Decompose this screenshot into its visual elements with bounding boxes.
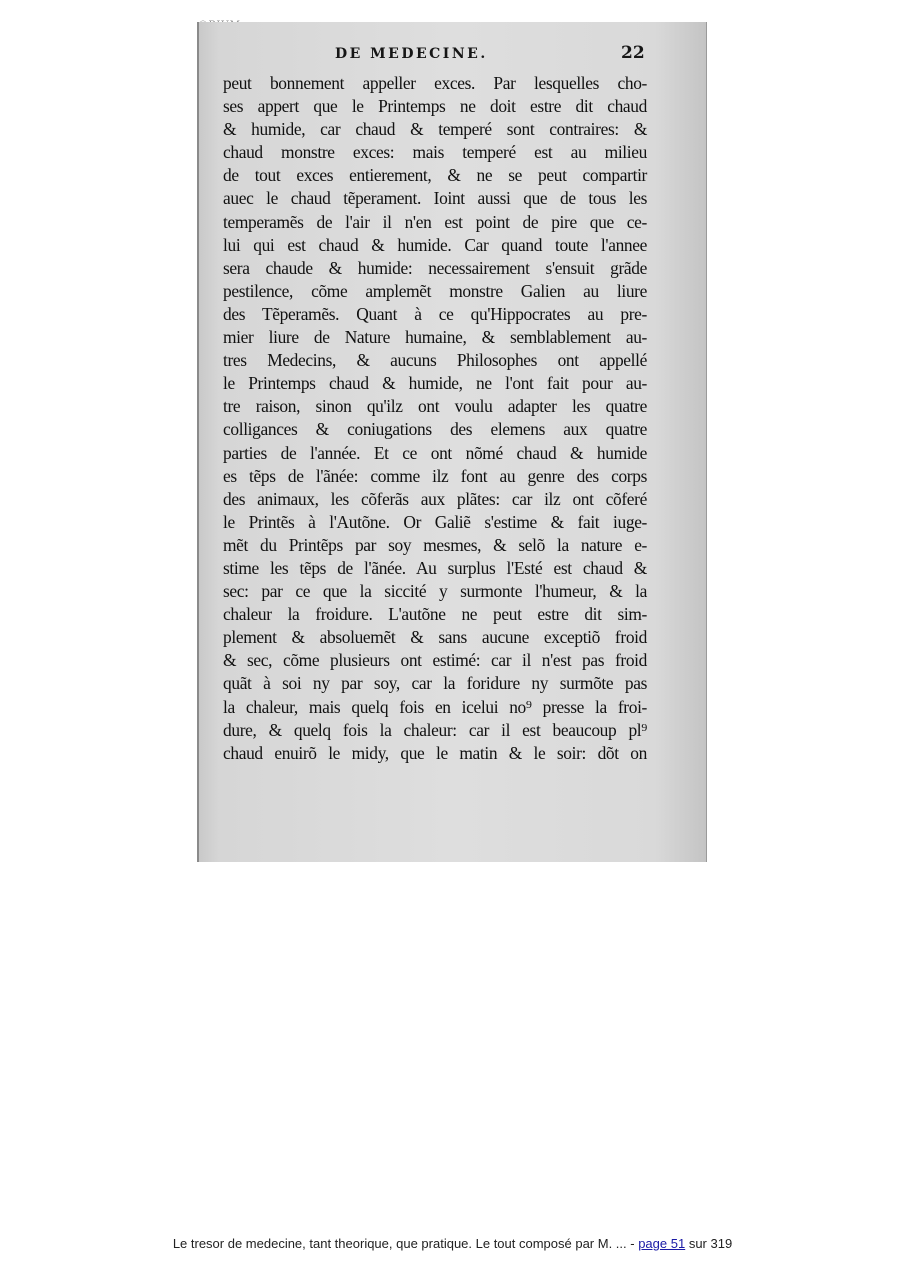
- caption-title: Le tresor de medecine, tant theorique, que pratique. Le tout composé par M. ... -: [172, 1236, 639, 1251]
- text-line: tre raison, sinon qu'ilz ont voulu adapter les quatre: [223, 396, 647, 417]
- text-line: stime les tẽps de l'ãnée. Au surplus l'Esté est chaud &: [223, 557, 647, 578]
- text-line: dure, & quelq fois la chaleur: car il est beaucoup pl⁹: [223, 719, 647, 740]
- text-line: lui qui est chaud & humide. Car quand toute l'annee: [223, 234, 647, 255]
- page-link[interactable]: page 51: [638, 1236, 686, 1251]
- text-line: & sec, cõme plusieurs ont estimé: car il n'est pas froid: [223, 650, 647, 671]
- text-line: la chaleur, mais quelq fois en icelui no⁹ presse la froi-: [223, 696, 647, 717]
- text-line: es tẽps de l'ãnée: comme ilz font au genre des corps: [223, 465, 647, 486]
- scanned-page: [197, 22, 707, 862]
- text-line: pestilence, cõme amplemẽt monstre Galien au liure: [223, 280, 647, 301]
- text-line: parties de l'année. Et ce ont nõmé chaud & humide: [223, 442, 647, 463]
- running-head: [199, 42, 706, 68]
- text-line: ses appert que le Printemps ne doit estre dit chaud: [223, 96, 647, 117]
- text-line: plement & absoluemẽt & sans aucune exceptiõ froid: [223, 627, 647, 648]
- running-title: DE MEDECINE.: [335, 46, 488, 62]
- text-line: tres Medecins, & aucuns Philosophes ont appellé: [223, 350, 647, 371]
- text-line: des animaux, les cõferãs aux plãtes: car ilz ont cõferé: [223, 488, 647, 509]
- text-line: temperamẽs de l'air il n'en est point de pire que ce-: [223, 211, 647, 232]
- text-line: des Tẽperamẽs. Quant à ce qu'Hippocrates au pre-: [223, 303, 647, 324]
- text-line: auec le chaud tẽperament. Ioint aussi que de tous les: [223, 188, 647, 209]
- page-number: 22: [621, 43, 645, 63]
- text-line: chaleur la froidure. L'autõne ne peut estre dit sim-: [223, 604, 647, 625]
- text-line: sec: par ce que la siccité y surmonte l'humeur, & la: [223, 581, 647, 602]
- text-line: chaud enuirõ le midy, que le matin & le soir: dõt on: [223, 742, 647, 763]
- text-line: mier liure de Nature humaine, & semblablement au-: [223, 327, 647, 348]
- text-line: peut bonnement appeller exces. Par lesquelles cho-: [223, 73, 647, 93]
- text-line: colligances & coniugations des elemens aux quatre: [223, 419, 647, 440]
- text-line: mẽt du Printẽps par soy mesmes, & selõ la nature e-: [223, 534, 647, 555]
- document-caption: [0, 1236, 905, 1251]
- text-line: le Printemps chaud & humide, ne l'ont fait pour au-: [223, 373, 647, 394]
- text-line: chaud monstre exces: mais temperé est au milieu: [223, 142, 647, 163]
- text-line: & humide, car chaud & temperé sont contraires: &: [223, 119, 647, 140]
- body-text: [223, 72, 647, 765]
- text-line: de tout exces entierement, & ne se peut compartir: [223, 165, 647, 186]
- text-line: quãt à soi ny par soy, car la foridure ny surmõte pas: [223, 673, 647, 694]
- caption-page-total: sur 319: [685, 1236, 733, 1251]
- text-line: le Printẽs à l'Autõne. Or Galiẽ s'estime & fait iuge-: [223, 511, 647, 532]
- text-line: sera chaude & humide: necessairement s'ensuit grãde: [223, 257, 647, 278]
